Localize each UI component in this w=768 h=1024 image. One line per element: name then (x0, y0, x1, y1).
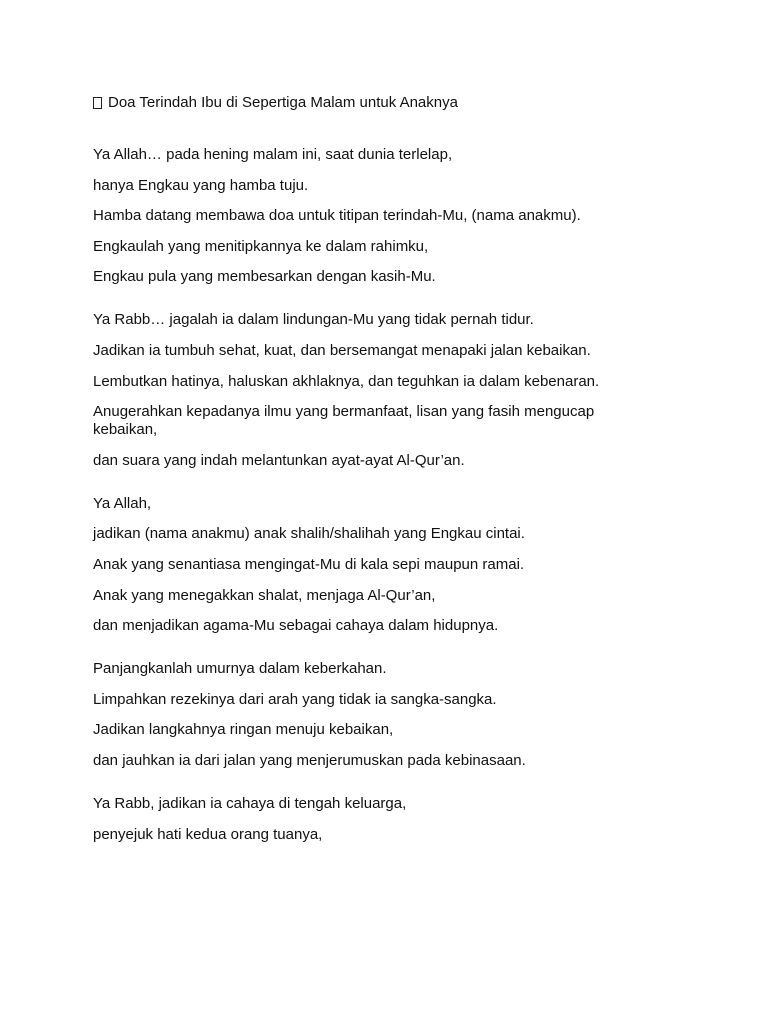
text-line: jadikan (nama anakmu) anak shalih/shalihah yang Engkau cintai. (93, 525, 525, 543)
stanza-1 (93, 146, 653, 286)
text-line: Anak yang senantiasa mengingat-Mu di kala sepi maupun ramai. (93, 555, 525, 573)
stanza-2 (93, 311, 653, 469)
text-line: penyejuk hati kedua orang tuanya, (93, 825, 323, 843)
text-line: Anak yang menegakkan shalat, menjaga Al-Qur’an, (93, 586, 436, 604)
text-line: Hamba datang membawa doa untuk titipan terindah-Mu, (nama anakmu). (93, 207, 581, 225)
text-line: Jadikan ia tumbuh sehat, kuat, dan bersemangat menapaki jalan kebaikan. (93, 341, 591, 359)
text-line: Ya Rabb… jagalah ia dalam lindungan-Mu yang tidak pernah tidur. (93, 311, 534, 329)
text-line: Engkaulah yang menitipkannya ke dalam rahimku, (93, 237, 429, 255)
text-line: Ya Rabb, jadikan ia cahaya di tengah keluarga, (93, 794, 407, 812)
text-line: dan menjadikan agama-Mu sebagai cahaya dalam hidupnya. (93, 617, 499, 635)
stanza-3 (93, 495, 653, 635)
stanza-4 (93, 660, 653, 770)
stanza-5 (93, 795, 653, 844)
text-line: Ya Allah, (93, 494, 152, 512)
text-line: Jadikan langkahnya ringan menuju kebaikan, (93, 721, 394, 739)
document-title-text: Doa Terindah Ibu di Sepertiga Malam untuk Anaknya (108, 94, 458, 111)
text-line: Lembutkan hatinya, haluskan akhlaknya, dan teguhkan ia dalam kebenaran. (93, 372, 600, 390)
text-line: hanya Engkau yang hamba tuju. (93, 176, 309, 194)
document-body (93, 94, 653, 869)
text-line: dan suara yang indah melantunkan ayat-ayat Al-Qur’an. (93, 451, 465, 469)
text-line: Panjangkanlah umurnya dalam keberkahan. (93, 660, 387, 678)
missing-glyph-icon (93, 97, 102, 109)
text-line: Anugerahkan kepadanya ilmu yang bermanfaat, lisan yang fasih mengucap kebaikan, (93, 403, 595, 439)
text-line: Ya Allah… pada hening malam ini, saat dunia terlelap, (93, 146, 453, 163)
document-title (93, 94, 653, 112)
text-line: Engkau pula yang membesarkan dengan kasih-Mu. (93, 268, 436, 286)
text-line: dan jauhkan ia dari jalan yang menjerumuskan pada kebinasaan. (93, 751, 526, 769)
text-line: Limpahkan rezekinya dari arah yang tidak ia sangka-sangka. (93, 690, 497, 708)
